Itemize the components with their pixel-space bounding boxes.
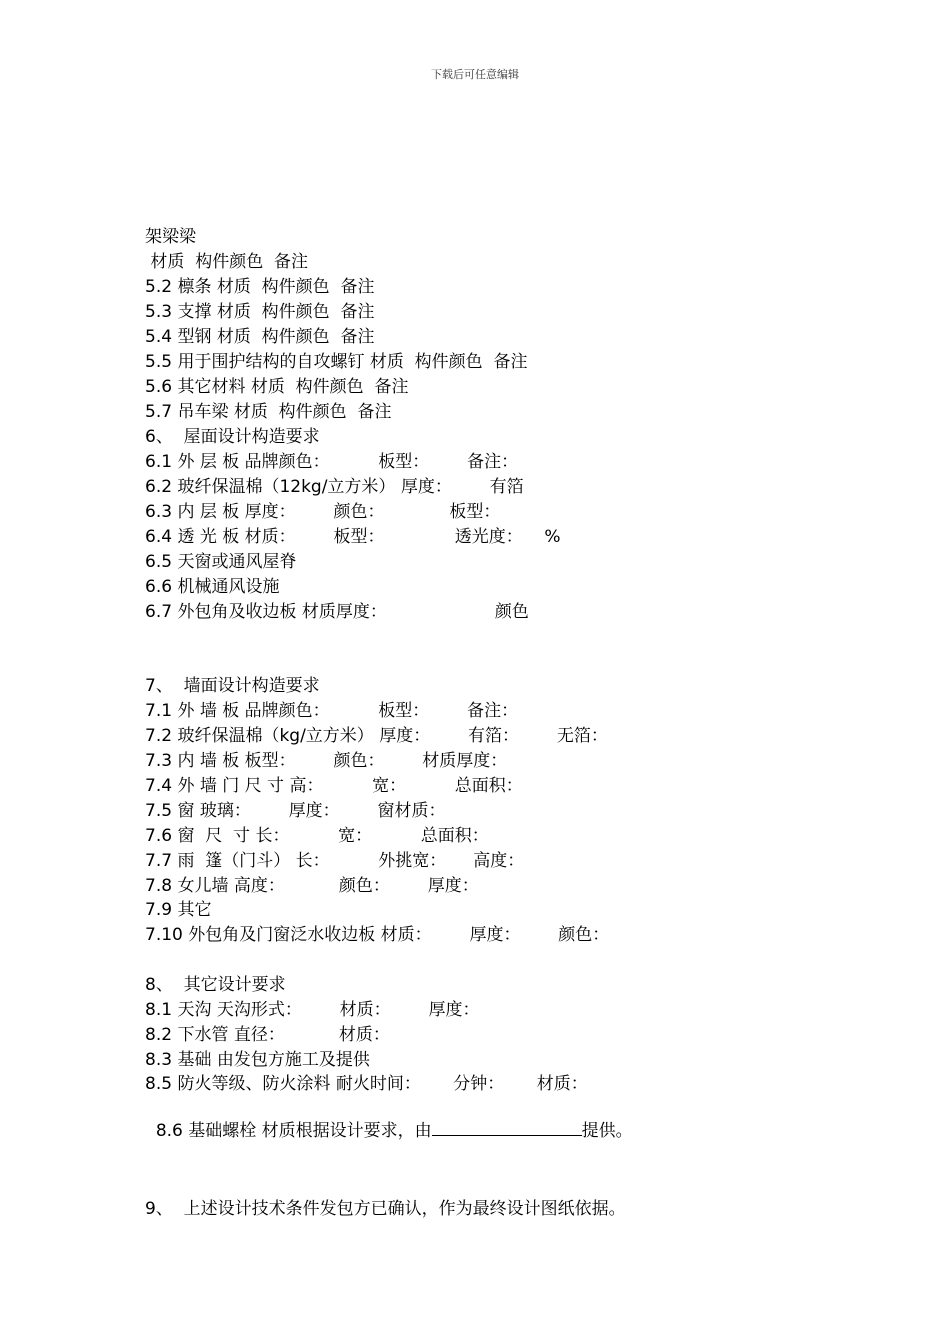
text-line: 7.5 窗 玻璃： 厚度： 窗材质： bbox=[145, 801, 446, 821]
text-line: 5.6 其它材料 材质 构件颜色 备注 bbox=[145, 377, 409, 397]
text-line: 5.2 檩条 材质 构件颜色 备注 bbox=[145, 277, 375, 297]
text-line: 6.4 透 光 板 材质： 板型： 透光度： % bbox=[145, 527, 561, 547]
text-line: 7.4 外 墙 门 尺 寸 高： 宽： 总面积： bbox=[145, 776, 523, 796]
text-line: 6.2 玻纤保温棉（12kg/立方米） 厚度： 有箔 bbox=[145, 477, 524, 497]
text-line: 8.5 防火等级、防火涂料 耐火时间： 分钟： 材质： bbox=[145, 1074, 588, 1094]
section-heading: 7、 墙面设计构造要求 bbox=[145, 676, 320, 696]
text-line: 架梁梁 bbox=[145, 227, 196, 247]
text-line: 7.6 窗 尺 寸 长： 宽： 总面积： bbox=[145, 826, 489, 846]
text-line: 7.9 其它 bbox=[145, 900, 212, 920]
text-line: 6.3 内 层 板 厚度： 颜色： 板型： bbox=[145, 502, 501, 522]
text-line: 5.7 吊车梁 材质 构件颜色 备注 bbox=[145, 402, 392, 422]
text-line: 5.3 支撑 材质 构件颜色 备注 bbox=[145, 302, 375, 322]
section-heading: 8、 其它设计要求 bbox=[145, 975, 286, 995]
text-line: 7.10 外包角及门窗泛水收边板 材质： 厚度： 颜色： bbox=[145, 925, 610, 945]
text-line: 5.4 型钢 材质 构件颜色 备注 bbox=[145, 327, 375, 347]
text-line: 8.1 天沟 天沟形式： 材质： 厚度： bbox=[145, 1000, 480, 1020]
section-heading: 9、 上述设计技术条件发包方已确认，作为最终设计图纸依据。 bbox=[145, 1199, 626, 1219]
text-line: 7.8 女儿墙 高度： 颜色： 厚度： bbox=[145, 876, 479, 896]
fill-in-blank[interactable] bbox=[432, 1119, 582, 1136]
page-header: 下载后可任意编辑 bbox=[431, 68, 519, 81]
text-segment: 8.6 基础螺栓 材质根据设计要求，由 bbox=[155, 1121, 432, 1141]
text-segment: 提供。 bbox=[581, 1121, 633, 1141]
text-line: 5.5 用于围护结构的自攻螺钉 材质 构件颜色 备注 bbox=[145, 352, 528, 372]
text-line bbox=[145, 1099, 633, 1141]
section-heading: 6、 屋面设计构造要求 bbox=[145, 427, 320, 447]
text-line: 6.6 机械通风设施 bbox=[145, 577, 280, 597]
text-line: 7.7 雨 篷（门斗） 长： 外挑宽： 高度： bbox=[145, 851, 525, 871]
text-line: 材质 构件颜色 备注 bbox=[145, 252, 309, 272]
text-line: 7.3 内 墙 板 板型： 颜色： 材质厚度： bbox=[145, 751, 508, 771]
text-line: 6.1 外 层 板 品牌颜色： 板型： 备注： bbox=[145, 452, 519, 472]
text-line: 7.2 玻纤保温棉（kg/立方米） 厚度： 有箔： 无箔： bbox=[145, 726, 608, 746]
text-line: 6.7 外包角及收边板 材质厚度： 颜色 bbox=[145, 602, 529, 622]
text-line: 8.3 基础 由发包方施工及提供 bbox=[145, 1050, 370, 1070]
text-line: 8.2 下水管 直径： 材质： bbox=[145, 1025, 390, 1045]
text-line: 7.1 外 墙 板 品牌颜色： 板型： 备注： bbox=[145, 701, 519, 721]
text-line: 6.5 天窗或通风屋脊 bbox=[145, 552, 297, 572]
